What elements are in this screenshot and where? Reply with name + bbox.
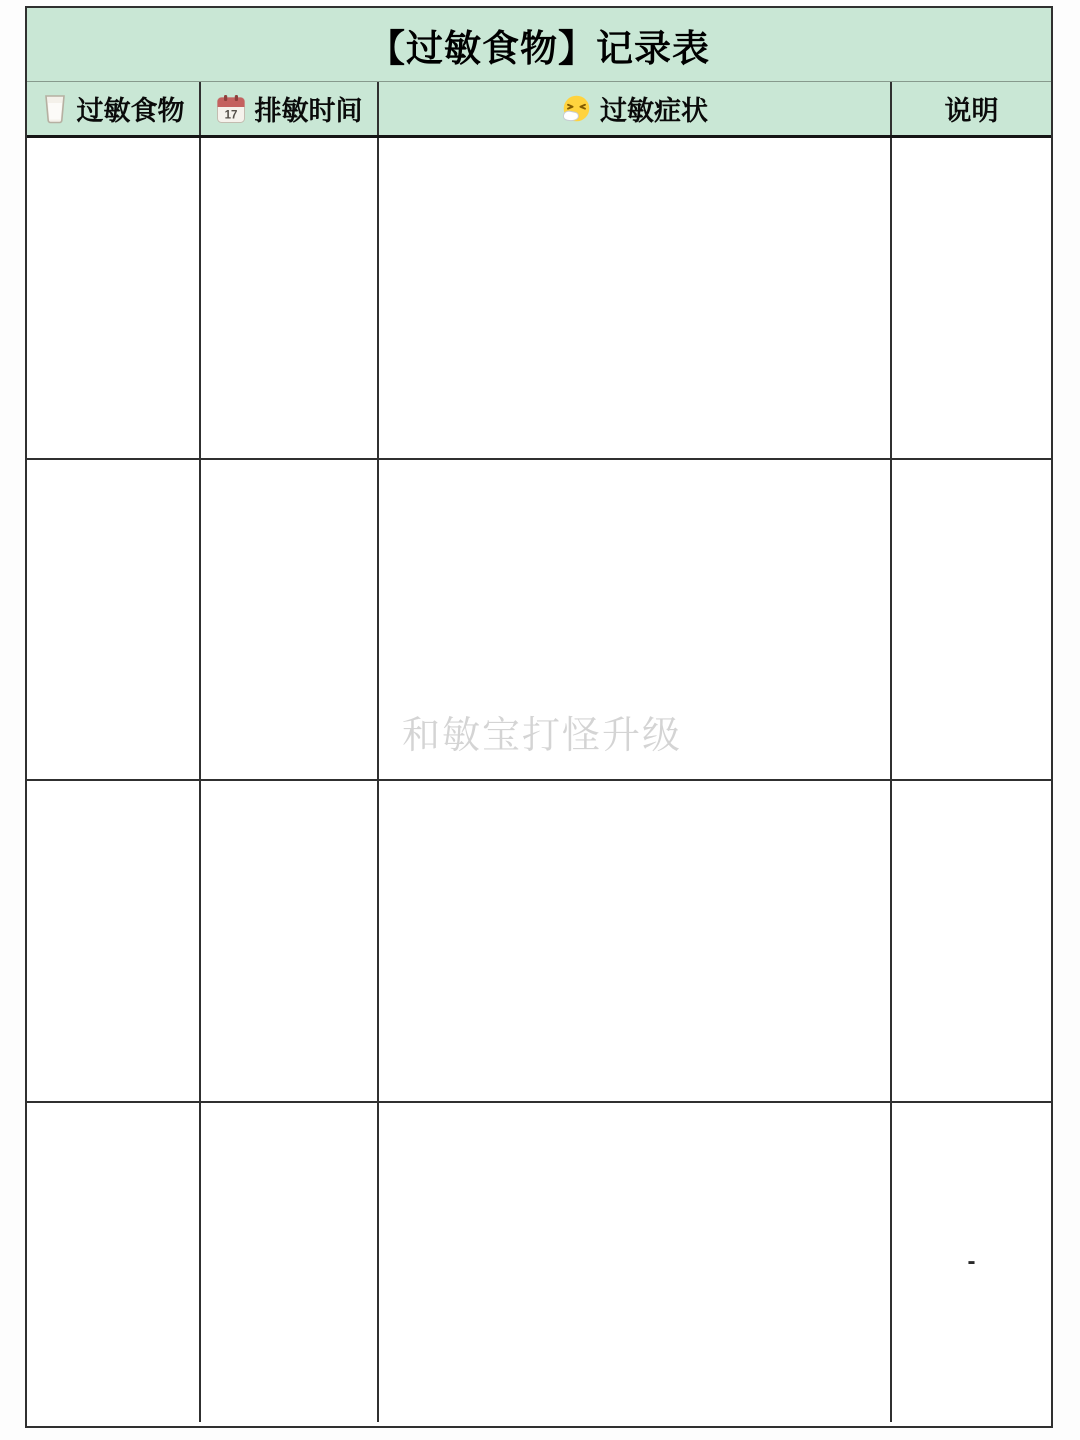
watermark: 和敏宝打怪升级 [402, 715, 683, 757]
sneezing-face-icon [561, 94, 591, 124]
record-group-2 [27, 458, 1051, 780]
header-label-notes: 说明 [944, 96, 999, 126]
food-cell [27, 138, 201, 458]
header-label-symptoms: 过敏症状 [600, 96, 708, 126]
symptoms-cell [379, 1103, 892, 1423]
food-cell [27, 781, 201, 1101]
notes-cell: - [967, 1248, 976, 1276]
food-cell [27, 460, 201, 780]
record-group-3 [27, 779, 1051, 1101]
allergy-record-sheet [25, 6, 1053, 1428]
calendar-icon [216, 94, 246, 124]
table-header-row [27, 82, 1051, 138]
notes-cell [892, 781, 1051, 1101]
header-col-time [201, 82, 379, 135]
header-label-time: 排敏时间 [254, 96, 363, 126]
header-col-food [27, 82, 201, 135]
page-title: 【过敏食物】记录表 [368, 27, 710, 69]
time-column [201, 781, 379, 1101]
time-column [201, 138, 379, 458]
time-column [201, 460, 379, 780]
symptoms-cell [379, 781, 892, 1101]
svg-text:17: 17 [224, 109, 237, 121]
table-body [27, 138, 1051, 1422]
title-bar [27, 8, 1051, 82]
time-column [201, 1103, 379, 1423]
header-label-food: 过敏食物 [76, 96, 185, 126]
food-cell [27, 1103, 201, 1423]
record-group-1 [27, 138, 1051, 458]
header-col-notes [892, 82, 1051, 135]
symptoms-cell [379, 138, 892, 458]
symptoms-cell [379, 460, 892, 780]
notes-cell [892, 460, 1051, 780]
header-col-symptoms [379, 82, 892, 135]
milk-glass-icon [42, 94, 68, 124]
record-group-4 [27, 1101, 1051, 1423]
notes-cell [892, 138, 1051, 458]
